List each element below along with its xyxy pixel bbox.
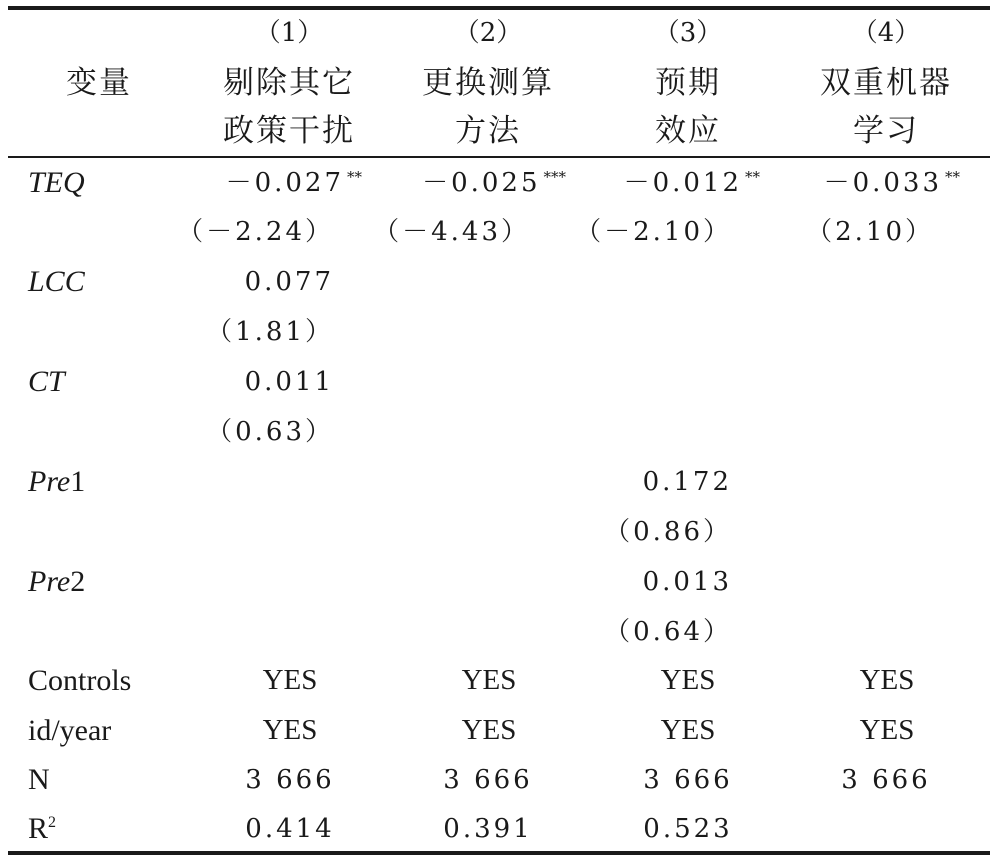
header-col3-line2: 效应	[655, 113, 721, 149]
n-col2: 3 666	[443, 765, 533, 795]
teq-coef-col4: －0.033 **	[823, 168, 960, 198]
row-label-controls: Controls	[28, 664, 132, 697]
teq-coef-col2: －0.025 ***	[422, 168, 566, 198]
teq-t-col2: （－4.43）	[373, 217, 530, 247]
header-col2-line1: 更换测算	[422, 65, 554, 101]
controls-col2: YES	[461, 664, 517, 696]
header-col1-num: （1）	[254, 18, 324, 48]
controls-col3: YES	[660, 664, 716, 696]
header-col2-line2: 方法	[455, 113, 521, 149]
pre1-coef-col3: 0.172	[642, 467, 732, 497]
row-label-lcc: LCC	[28, 265, 85, 298]
teq-t-col4: （2.10）	[806, 217, 934, 247]
idyear-col3: YES	[660, 714, 716, 746]
n-col4: 3 666	[841, 765, 931, 795]
header-col4-line1: 双重机器	[820, 65, 952, 101]
header-col1-line1: 剔除其它	[223, 65, 355, 101]
idyear-col2: YES	[461, 714, 517, 746]
ct-t-col1: （0.63）	[206, 417, 334, 447]
teq-coef-col1: －0.027 **	[225, 168, 362, 198]
ct-coef-col1: 0.011	[244, 367, 334, 397]
n-col1: 3 666	[245, 765, 335, 795]
row-label-pre2: Pre2	[28, 565, 86, 598]
header-col4-num: （4）	[851, 18, 921, 48]
idyear-col1: YES	[262, 714, 318, 746]
idyear-col4: YES	[859, 714, 915, 746]
r2-col2: 0.391	[443, 814, 533, 844]
r2-col1: 0.414	[245, 814, 335, 844]
bottom-rule	[8, 851, 990, 855]
teq-t-col3: （－2.10）	[575, 217, 732, 247]
pre2-coef-col3: 0.013	[642, 567, 732, 597]
row-label-r2: $R^2$	[28, 812, 57, 845]
lcc-t-col1: （1.81）	[206, 317, 334, 347]
pre2-t-col3: （0.64）	[604, 617, 732, 647]
header-col2-num: （2）	[453, 18, 523, 48]
row-label-idyear: id/year	[28, 714, 112, 747]
pre1-t-col3: （0.86）	[604, 517, 732, 547]
controls-col4: YES	[859, 664, 915, 696]
row-label-ct: CT	[28, 365, 65, 398]
header-col3-line1: 预期	[655, 65, 721, 101]
controls-col1: YES	[262, 664, 318, 696]
row-label-teq: TEQ	[28, 166, 85, 199]
header-col1-line2: 政策干扰	[223, 113, 355, 149]
n-col3: 3 666	[643, 765, 733, 795]
header-col3-num: （3）	[653, 18, 723, 48]
r2-col3: 0.523	[643, 814, 733, 844]
header-col4-line2: 学习	[853, 113, 919, 149]
header-variable: 变量	[66, 65, 132, 101]
teq-coef-col3: －0.012 **	[623, 168, 760, 198]
header-rule	[8, 156, 990, 158]
row-label-n: N	[28, 763, 50, 796]
lcc-coef-col1: 0.077	[244, 267, 334, 297]
teq-t-col1: （－2.24）	[177, 217, 334, 247]
row-label-pre1: Pre1	[28, 465, 86, 498]
top-rule	[8, 6, 990, 10]
